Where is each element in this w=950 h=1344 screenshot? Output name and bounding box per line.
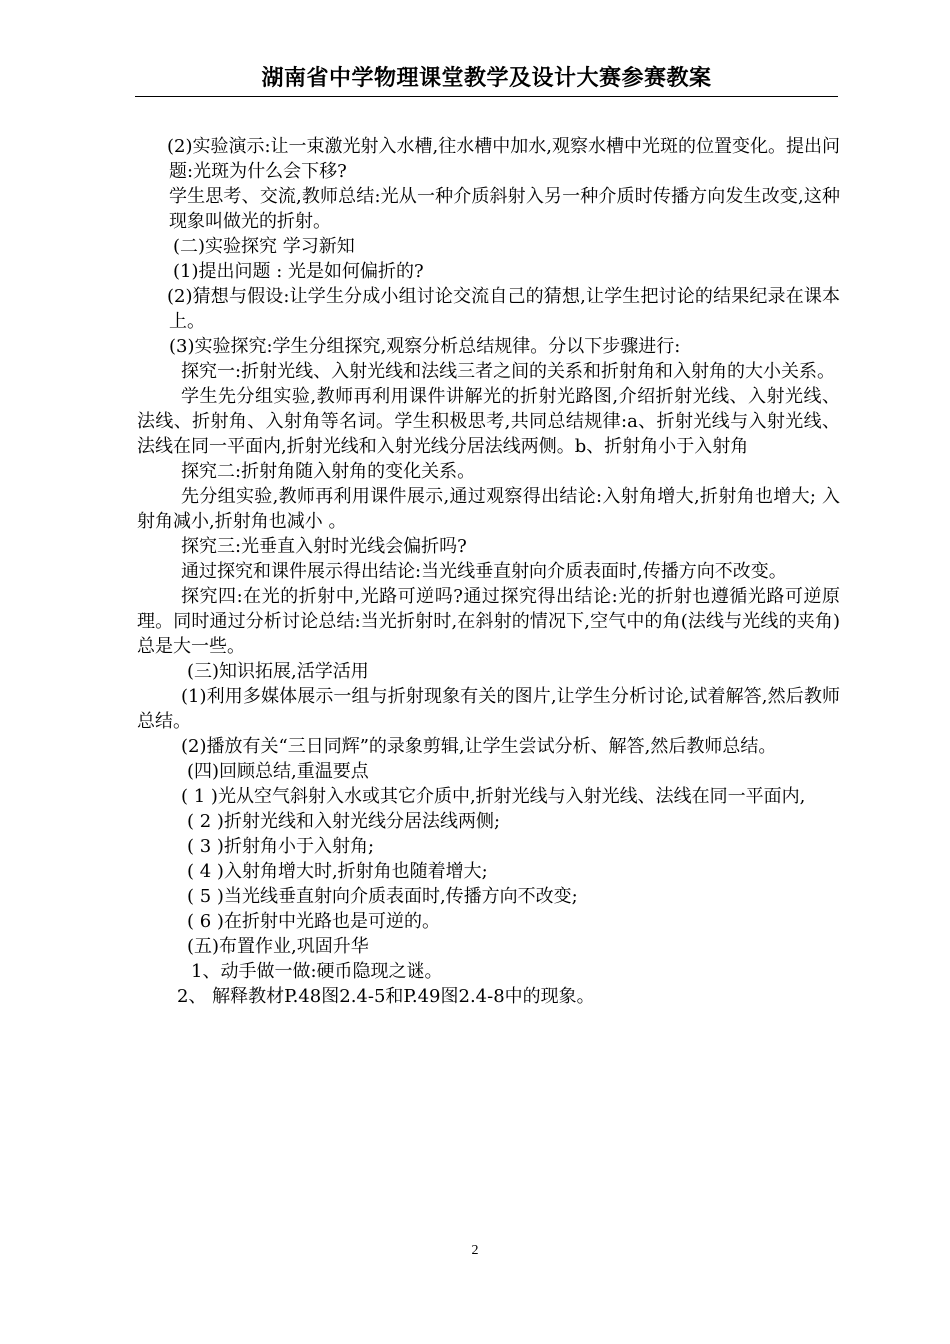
paragraph-experiment-demo: (2)实验演示:让一束激光射入水槽,往水槽中加水,观察水槽中光斑的位置变化。提出问题:光斑为什么会下移?: [167, 136, 841, 182]
paragraph-question: (1)提出问题 : 光是如何偏折的?: [173, 261, 424, 282]
review-point-2: ( 2 )折射光线和入射光线分居法线两侧;: [187, 811, 501, 832]
header-title: 湖南省中学物理课堂教学及设计大赛参赛教案: [261, 66, 712, 91]
section-heading-experiment: (二)实验探究 学习新知: [173, 236, 355, 257]
paragraph-inquiry-one: 探究一:折射光线、入射光线和法线三者之间的关系和折射角和入射角的大小关系。: [181, 361, 836, 382]
page-header: [135, 62, 838, 97]
review-point-1: ( 1 )光从空气斜射入水或其它介质中,折射光线与入射光线、法线在同一平面内,: [181, 786, 806, 807]
homework-item-2: 2、 解释教材P.48图2.4-5和P.49图2.4-8中的现象。: [177, 986, 595, 1007]
paragraph-extension-two: (2)播放有关“三日同辉”的录象剪辑,让学生尝试分析、解答,然后教师总结。: [181, 736, 777, 757]
paragraph-teacher-summary: 学生思考、交流,教师总结:光从一种介质斜射入另一种介质时传播方向发生改变,这种现象叫做光的折射。: [169, 186, 840, 232]
section-heading-homework: (五)布置作业,巩固升华: [187, 936, 369, 957]
paragraph-inquiry-four: 探究四:在光的折射中,光路可逆吗?通过探究得出结论:光的折射也遵循光路可逆原理。同时通过分析讨论总结:当光折射时,在斜射的情况下,空气中的角(法线与光线的夹角)总是大一些。: [137, 586, 840, 657]
paragraph-inquiry-one-detail: 学生先分组实验,教师再利用课件讲解光的折射光路图,介绍折射光线、入射光线、法线、折射角、入射角等名词。学生积极思考,共同总结规律:a、折射光线与入射光线、法线在同一平面内,折射光线和入射光线分居法线两侧。b、折射角小于入射角: [137, 386, 840, 457]
section-heading-review: (四)回顾总结,重温要点: [187, 761, 369, 782]
section-heading-extension: (三)知识拓展,活学活用: [187, 661, 369, 682]
review-point-4: ( 4 )入射角增大时,折射角也随着增大;: [187, 861, 488, 882]
review-point-5: ( 5 )当光线垂直射向介质表面时,传播方向不改变;: [187, 886, 578, 907]
homework-item-1: 1、动手做一做:硬币隐现之谜。: [191, 961, 443, 982]
review-point-6: ( 6 )在折射中光路也是可逆的。: [187, 911, 440, 932]
document-body: [137, 134, 840, 1009]
paragraph-extension-one: (1)利用多媒体展示一组与折射现象有关的图片,让学生分析讨论,试着解答,然后教师总结。: [137, 686, 840, 732]
review-point-3: ( 3 )折射角小于入射角;: [187, 836, 375, 857]
paragraph-inquiry-three: 探究三:光垂直入射时光线会偏折吗?: [181, 536, 467, 557]
paragraph-hypothesis: (2)猜想与假设:让学生分成小组讨论交流自己的猜想,让学生把讨论的结果纪录在课本上。: [167, 286, 840, 332]
paragraph-inquiry: (3)实验探究:学生分组探究,观察分析总结规律。分以下步骤进行:: [169, 336, 681, 357]
paragraph-inquiry-two: 探究二:折射角随入射角的变化关系。: [181, 461, 476, 482]
paragraph-inquiry-two-detail: 先分组实验,教师再利用课件展示,通过观察得出结论:入射角增大,折射角也增大; 入射角减小,折射角也减小 。: [137, 486, 840, 532]
page-number: 2: [471, 1243, 479, 1258]
paragraph-inquiry-three-detail: 通过探究和课件展示得出结论:当光线垂直射向介质表面时,传播方向不改变。: [181, 561, 787, 582]
